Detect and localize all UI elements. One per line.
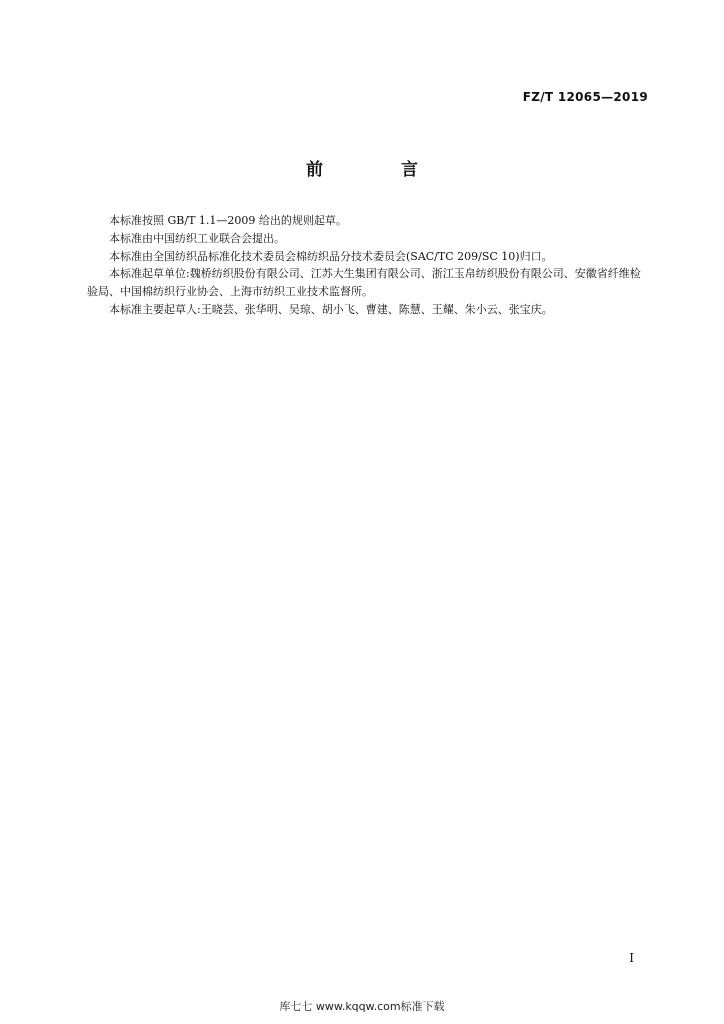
paragraph-proposer: 本标准由中国纺织工业联合会提出。 <box>109 231 285 245</box>
standard-code: FZ/T 12065—2019 <box>522 90 648 104</box>
footer-watermark: 库七七 www.kqqw.com标准下载 <box>279 1000 445 1013</box>
paragraph-drafting-units: 本标准起草单位:魏桥纺织股份有限公司、江苏大生集团有限公司、浙江玉帛纺织股份有限公司、安徽省纤维检验局、中国棉纺织行业协会、上海市纺织工业技术监督所。 <box>87 267 641 299</box>
paragraph-administrator: 本标准由全国纺织品标准化技术委员会棉纺织品分技术委员会(SAC/TC 209/SC 10)归口。 <box>109 249 553 263</box>
paragraph-drafters: 本标准主要起草人:王晓芸、张华明、吴琼、胡小飞、曹建、陈慧、王耀、朱小云、张宝庆。 <box>109 302 553 316</box>
paragraph-drafting-rules: 本标准按照 GB/T 1.1—2009 给出的规则起草。 <box>109 214 347 227</box>
foreword-body <box>87 212 649 319</box>
page-number: I <box>629 951 634 965</box>
page-title: 前 言 <box>306 160 454 180</box>
